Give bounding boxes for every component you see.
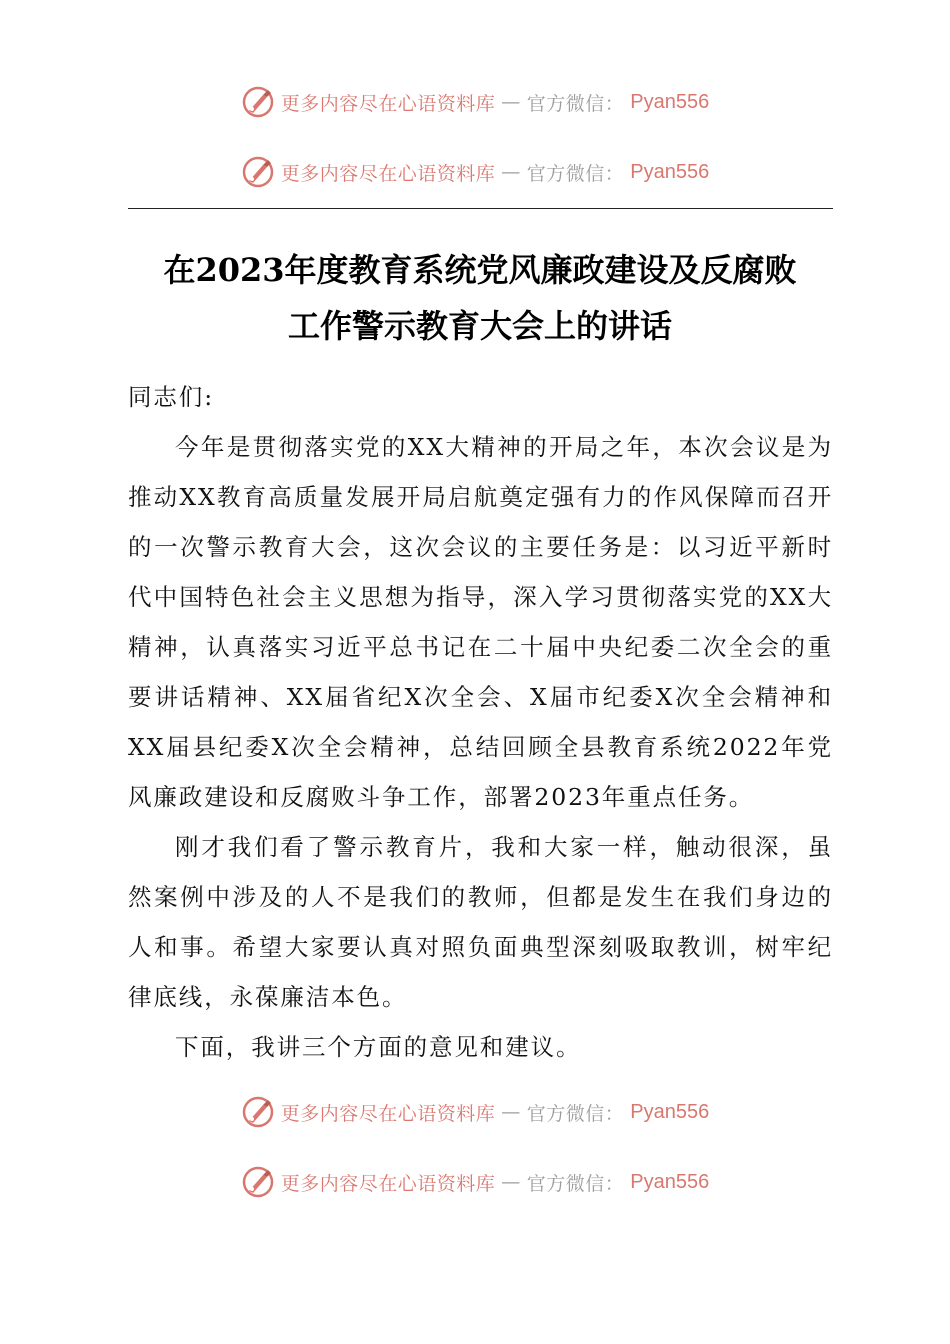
- watermark-label: 官方微信：: [526, 1172, 625, 1195]
- watermark-text: 更多内容尽在心语资料库: [280, 162, 496, 185]
- watermark-id: Pyan556: [630, 1100, 710, 1123]
- watermark-dash: —: [501, 161, 521, 183]
- paragraph-2: 刚才我们看了警示教育片，我和大家一样，触动很深，虽然案例中涉及的人不是我们的教师，但都是发生在我们身边的人和事。希望大家要认真对照负面典型深刻吸取教训，树牢纪律底线，永葆廉洁本色。: [128, 833, 833, 1011]
- salutation: 同志们:: [128, 383, 215, 411]
- watermark-label: 官方微信：: [526, 92, 625, 115]
- title-line-1: 在2023年度教育系统党风廉政建设及反腐败: [163, 251, 797, 289]
- watermark-bottom-1: [0, 1092, 950, 1132]
- watermark-dash: —: [501, 91, 521, 113]
- watermark-text: 更多内容尽在心语资料库: [280, 1102, 496, 1125]
- watermark-text: 更多内容尽在心语资料库: [280, 1172, 496, 1195]
- title-line-2: 工作警示教育大会上的讲话: [287, 307, 672, 345]
- watermark-top-1: [0, 82, 950, 122]
- watermark-id: Pyan556: [630, 90, 710, 113]
- pen-logo-icon: [241, 1095, 275, 1129]
- watermark-label: 官方微信：: [526, 162, 625, 185]
- watermark-label: 官方微信：: [526, 1102, 625, 1125]
- document-title: [110, 242, 850, 354]
- watermark-top-2: [0, 152, 950, 192]
- watermark-dash: —: [501, 1171, 521, 1193]
- watermark-id: Pyan556: [630, 160, 710, 183]
- watermark-dash: —: [501, 1101, 521, 1123]
- pen-logo-icon: [241, 155, 275, 189]
- watermark-id: Pyan556: [630, 1170, 710, 1193]
- paragraph-1: 今年是贯彻落实党的XX大精神的开局之年，本次会议是为推动XX教育高质量发展开局启航奠定强有力的作风保障而召开的一次警示教育大会，这次会议的主要任务是：以习近平新时代中国特色社会主义思想为指导，深入学习贯彻落实党的XX大精神，认真落实习近平总书记在二十届中央纪委二次全会的重要讲话精神、XX届省纪X次全会、X届市纪委X次全会精神和XX届县纪委X次全会精神，总结回顾全县教育系统2022年党风廉政建设和反腐败斗争工作，部署2023年重点任务。: [128, 433, 833, 811]
- header-divider: [128, 208, 833, 209]
- document-body: [128, 372, 833, 1072]
- watermark-bottom-2: [0, 1162, 950, 1202]
- paragraph-3: 下面，我讲三个方面的意见和建议。: [175, 1033, 582, 1061]
- pen-logo-icon: [241, 1165, 275, 1199]
- pen-logo-icon: [241, 85, 275, 119]
- watermark-text: 更多内容尽在心语资料库: [280, 92, 496, 115]
